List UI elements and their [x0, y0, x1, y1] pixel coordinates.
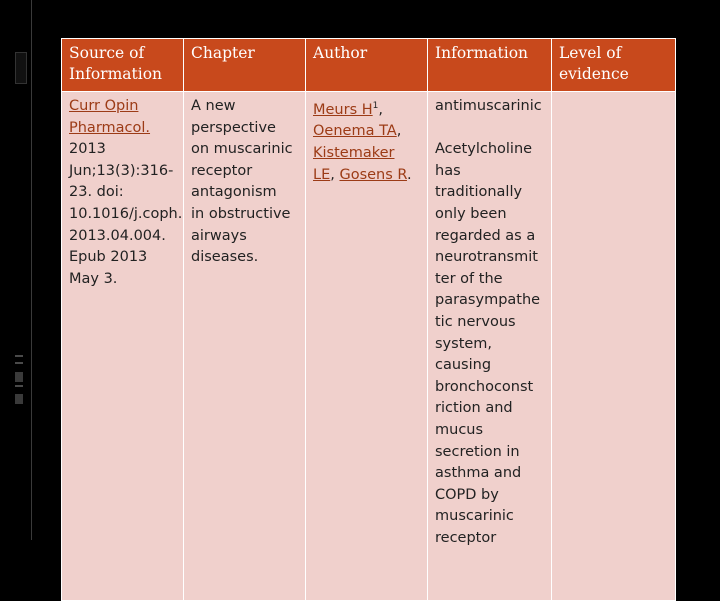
information-line: regarded as a [435, 227, 536, 244]
source-line: May 3. [69, 270, 118, 287]
chapter-line: antagonism [191, 184, 277, 201]
source-line: 2013 [69, 141, 106, 158]
information-line: bronchoconst [435, 378, 534, 395]
chapter-line: diseases. [191, 249, 259, 266]
chapter-line: receptor [191, 162, 253, 179]
evidence-table [61, 38, 676, 601]
information-line: parasympathe [435, 292, 541, 309]
information-line: muscarinic [435, 508, 514, 525]
information-line: neurotransmit [435, 249, 538, 266]
author-separator: , [396, 123, 402, 140]
author-link-oenema[interactable]: Oenema TA [313, 123, 397, 140]
slide-decoration-line [15, 385, 23, 387]
information-line: receptor [435, 529, 497, 546]
author-link-gosens[interactable]: Gosens R [339, 166, 407, 183]
author-link-meurs[interactable]: Meurs H [313, 101, 373, 118]
chapter-line: A new [191, 98, 236, 114]
slide-decoration-line [15, 362, 23, 364]
header-source: Source of Information [62, 39, 184, 92]
information-line: causing [435, 357, 492, 374]
author-separator: , [378, 101, 383, 118]
information-line: has [435, 162, 461, 179]
chapter-line: on muscarinic [191, 141, 293, 158]
author-end: . [406, 166, 412, 183]
information-line: only been [435, 205, 507, 222]
cell-chapter [184, 92, 306, 601]
information-line [435, 118, 545, 140]
information-line: traditionally [435, 184, 523, 201]
header-level-of-evidence: Level of evidence [552, 39, 676, 92]
author-line [313, 96, 421, 121]
information-line: secretion in [435, 443, 520, 460]
author-link-kistemaker[interactable]: Kistemaker [313, 145, 395, 162]
information-line: riction and [435, 400, 513, 417]
author-link-kistemaker-initials[interactable]: LE [313, 166, 331, 183]
journal-link-line[interactable]: Curr Opin [69, 98, 139, 114]
journal-link-line[interactable]: Pharmacol. [69, 119, 151, 136]
chapter-line: in obstructive [191, 205, 291, 222]
information-line: system, [435, 335, 493, 352]
source-line: 10.1016/j.coph. [69, 205, 183, 222]
author-line [313, 165, 421, 187]
slide-decoration-line [15, 355, 23, 357]
slide-decoration-square [15, 372, 23, 382]
information-line: ter of the [435, 270, 503, 287]
header-information: Information [428, 39, 552, 92]
slide-decoration-bar [15, 52, 27, 84]
information-line: Acetylcholine [435, 141, 533, 158]
author-affiliation-sup: 1 [372, 101, 379, 111]
information-line: antimuscarinic [435, 98, 542, 114]
information-line: asthma and [435, 465, 522, 482]
cell-level-of-evidence [552, 92, 676, 601]
information-line: mucus [435, 421, 484, 438]
table-row [62, 92, 676, 601]
slide-decoration-square [15, 394, 23, 404]
table-header-row [62, 39, 676, 92]
cell-information [428, 92, 552, 601]
source-line: Jun;13(3):316- [69, 162, 174, 179]
header-author: Author [306, 39, 428, 92]
source-line: 2013.04.004. [69, 227, 166, 244]
chapter-line: perspective [191, 119, 276, 136]
chapter-line: airways [191, 227, 247, 244]
header-chapter: Chapter [184, 39, 306, 92]
author-line [313, 143, 421, 165]
cell-source [62, 92, 184, 601]
information-line: COPD by [435, 486, 499, 503]
source-line: 23. doi: [69, 184, 124, 201]
information-line: tic nervous [435, 313, 516, 330]
cell-author [306, 92, 428, 601]
author-line [313, 121, 421, 143]
source-line: Epub 2013 [69, 249, 148, 266]
author-separator: , [330, 166, 335, 183]
